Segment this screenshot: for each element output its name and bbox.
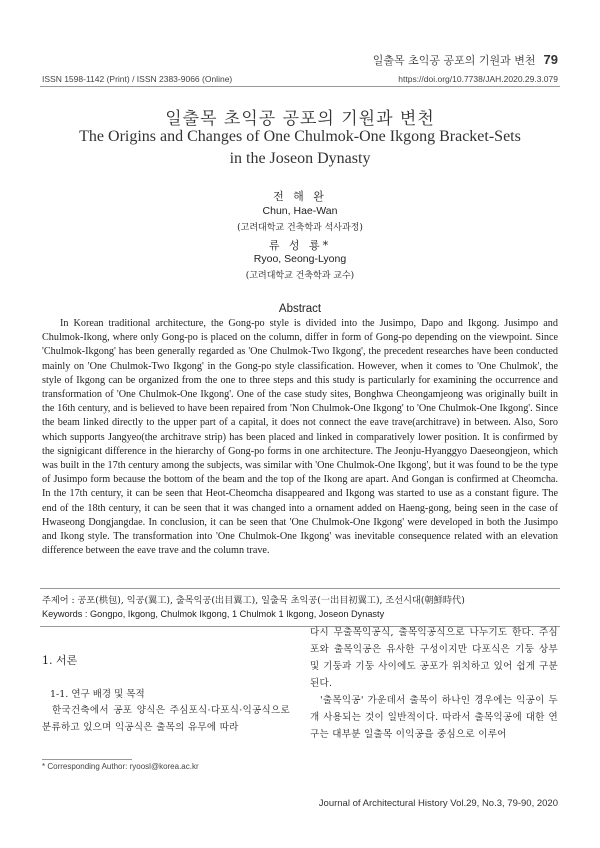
left-paragraph: 한국건축에서 공포 양식은 주심포식·다포식·익공식으로 분류하고 있으며 익공식은 출목의 유무에 따라 <box>42 705 290 733</box>
subsection-title: 1-1. 연구 배경 및 목적 <box>50 689 145 700</box>
abstract-heading: Abstract <box>278 303 322 315</box>
corresponding-author-footnote: * Corresponding Author: ryoosl@korea.ac.kr <box>42 762 199 771</box>
left-column-body <box>42 702 290 736</box>
section-title: 1. 서론 <box>42 654 78 667</box>
page-number: 79 <box>543 52 558 67</box>
header-divider <box>40 86 560 87</box>
keywords-top-divider <box>40 588 560 589</box>
title-english-line2: in the Joseon Dynasty <box>229 150 371 167</box>
author2-affiliation: (고려대학교 건축학과 교수) <box>245 271 355 281</box>
title-english-line1: The Origins and Changes of One Chulmok-One Ikgong Bracket-Sets <box>79 128 521 145</box>
keywords-korean: 주제어 : 공포(栱包), 익공(翼工), 출목익공(出目翼工), 일출목 초익공(一出目初翼工), 조선시대(朝鮮時代) <box>42 595 465 606</box>
author2-name-english: Ryoo, Seong-Lyong <box>253 253 347 265</box>
issn-line: ISSN 1598-1142 (Print) / ISSN 2383-9066 (Online) <box>42 74 233 84</box>
journal-footer: Journal of Architectural History Vol.29, No.3, 79-90, 2020 <box>318 798 558 809</box>
running-head <box>373 52 558 68</box>
author2-name-korean: 류 성 룡* <box>268 239 332 252</box>
title-korean: 일출목 초익공 공포의 기원과 변천 <box>165 109 435 129</box>
author1-name-korean: 전 해 완 <box>273 190 327 203</box>
abstract-body <box>42 317 558 558</box>
running-title: 일출목 초익공 공포의 기원과 변천 <box>372 54 536 67</box>
footnote-divider <box>42 759 132 760</box>
abstract-text: In Korean traditional architecture, the Gong-po style is divided into the Jusimpo, Dapo and Ikgong. Jusimpo and Chulmok-Ikong, where only Gong-po is placed on the column, differ in form of Gong-po depending on the viewpoint. Since 'Chulmok-Ikgong' has been generally regarded as 'One Chulmok-Two Ikgong', the precedent researches have been conducted mainly on 'One Chulmok-Two Ikgong' in the Gong-po style classification. However, when it comes to 'One Chulmok', the style of Ikgong can be organized from the one to three steps and this study is particularly for examining the occurrence and transformation of 'One Chulmok-One Ikgong'. One of the case study sites, Bonghwa Cheongamjeong was originally built in the 16th century, and is believed to have been repaired from 'Non Chulmok-One Ikgong' to 'One Chulmok-One Ikgong'. Since the beam linked directly to the upper part of a capital, it does not connect the eave trave(architrave) in between. Also, Soro which supports Jangyeo(the architrave strip) has been placed and linked in comparatively lower position. It is confirmed by the signigicant difference in the hierarchy of Gong-po forms in one architecture. The Jeonju-Hyanggyo Daeseongjeon, which was built in the 17th century among the subjects, was similar with 'One Chulmok-One Ikgong', but it was found to be the type of Jusimpo form because the bottom of the beam and the top of the Ikong are apart. And Gongan is confirmed at Cheomcha. In the 17th century, it can be seen that Heot-Cheomcha disappeared and Ikgong was started to use as a constant figure. The end of the 18th century, it can be seen that it was changed into a ornament added on Haeng-gong, being seen in the case of Hwaseong Dongjangdae. In conclusion, it can be seen that 'One Chulmok-One Ikgong' were developed in both the Jusimpo and Ikong style. The transformation into 'One Chulmok-One Ikgong' was inevitable consequence related with an elevation difference between the eave trave and the column trave. <box>42 318 558 557</box>
right-paragraph-1: 다시 무출목익공식, 출목익공식으로 나누기도 한다. 주심포와 출목익공은 유사한 구성이지만 다포식은 기둥 상부 및 기둥과 기둥 사이에도 공포가 위치하고 있어 쉽게 구분된다. <box>310 627 558 689</box>
right-paragraph-2: '출목익공' 가운데서 출목이 하나인 경우에는 익공이 두 개 사용되는 것이 일반적이다. 따라서 출목익공에 대한 연구는 대부분 일출목 이익공을 중심으로 이루어 <box>310 695 558 740</box>
author1-name-english: Chun, Hae-Wan <box>262 205 338 217</box>
keywords-english: Keywords : Gongpo, Ikgong, Chulmok Ikgong, 1 Chulmok 1 Ikgong, Joseon Dynasty <box>42 609 385 619</box>
author1-affiliation: (고려대학교 건축학과 석사과정) <box>237 223 363 233</box>
doi-link[interactable]: https://doi.org/10.7738/JAH.2020.29.3.079 <box>398 74 558 84</box>
right-column-body <box>310 624 558 743</box>
